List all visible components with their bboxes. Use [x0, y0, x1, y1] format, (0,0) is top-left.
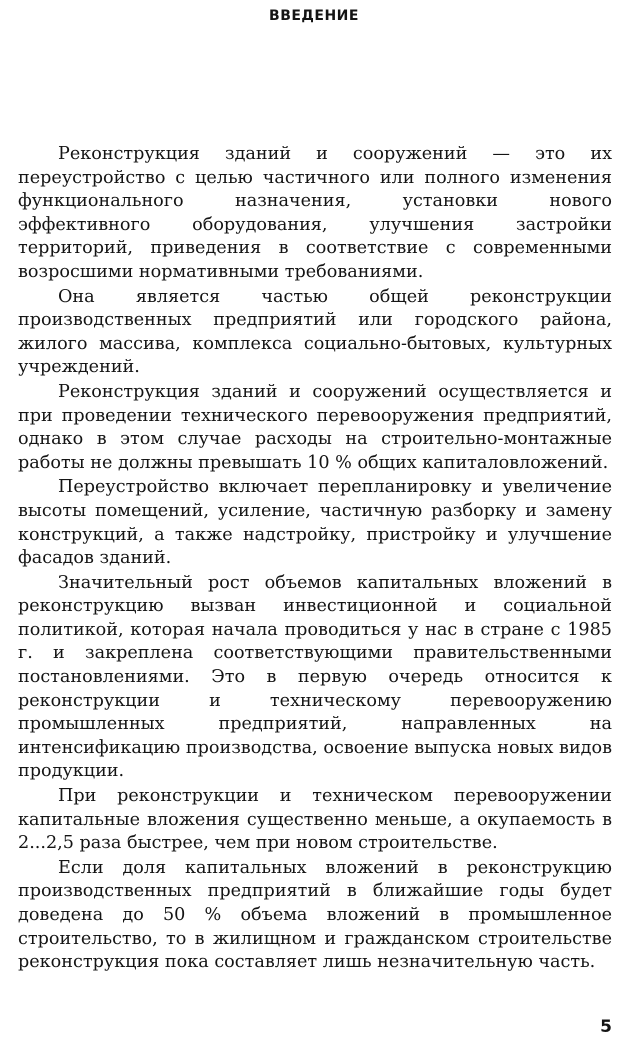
- page-number: 5: [600, 1017, 612, 1037]
- paragraph: Если доля капитальных вложений в реконструкцию производственных предприятий в ближайшие годы будет доведена до 50 % объема вложений в промышленное строительство, то в жилищном и гражданском строительстве реконструкция пока составляет лишь незначительную часть.: [18, 857, 612, 973]
- paragraph: Реконструкция зданий и сооружений осуществляется и при проведении технического перевооружения предприятий, однако в этом случае расходы на строительно-монтажные работы не должны превышать 10 % общих капиталовложений.: [18, 381, 612, 473]
- body-text: [18, 143, 612, 975]
- paragraph: Реконструкция зданий и сооружений — это их переустройство с целью частичного или полного изменения функционального назначения, установки нового эффективного оборудования, улучшения застройки территорий, приведения в соответствие с современными возросшими нормативными требованиями.: [18, 144, 612, 282]
- paragraph: При реконструкции и техническом перевооружении капитальные вложения существенно меньше, а окупаемость в 2...2,5 раза быстрее, чем при новом строительстве.: [18, 786, 612, 854]
- paragraph: Она является частью общей реконструкции производственных предприятий или городского района, жилого массива, комплекса социально-бытовых, культурных учреждений.: [18, 286, 612, 378]
- paragraph: Переустройство включает перепланировку и увеличение высоты помещений, усиление, частичную разборку и замену конструкций, а также надстройку, пристройку и улучшение фасадов зданий.: [18, 477, 612, 569]
- paragraph: Значительный рост объемов капитальных вложений в реконструкцию вызван инвестиционной и социальной политикой, которая начала проводиться у нас в стране с 1985 г. и закреплена соответствующими правительственными постановлениями. Это в первую очередь относится к реконструкции и техническому перевооружению промышленных предприятий, направленных на интенсификацию производства, освоение выпуска новых видов продукции.: [18, 572, 612, 782]
- section-heading: ВВЕДЕНИЕ: [269, 8, 359, 24]
